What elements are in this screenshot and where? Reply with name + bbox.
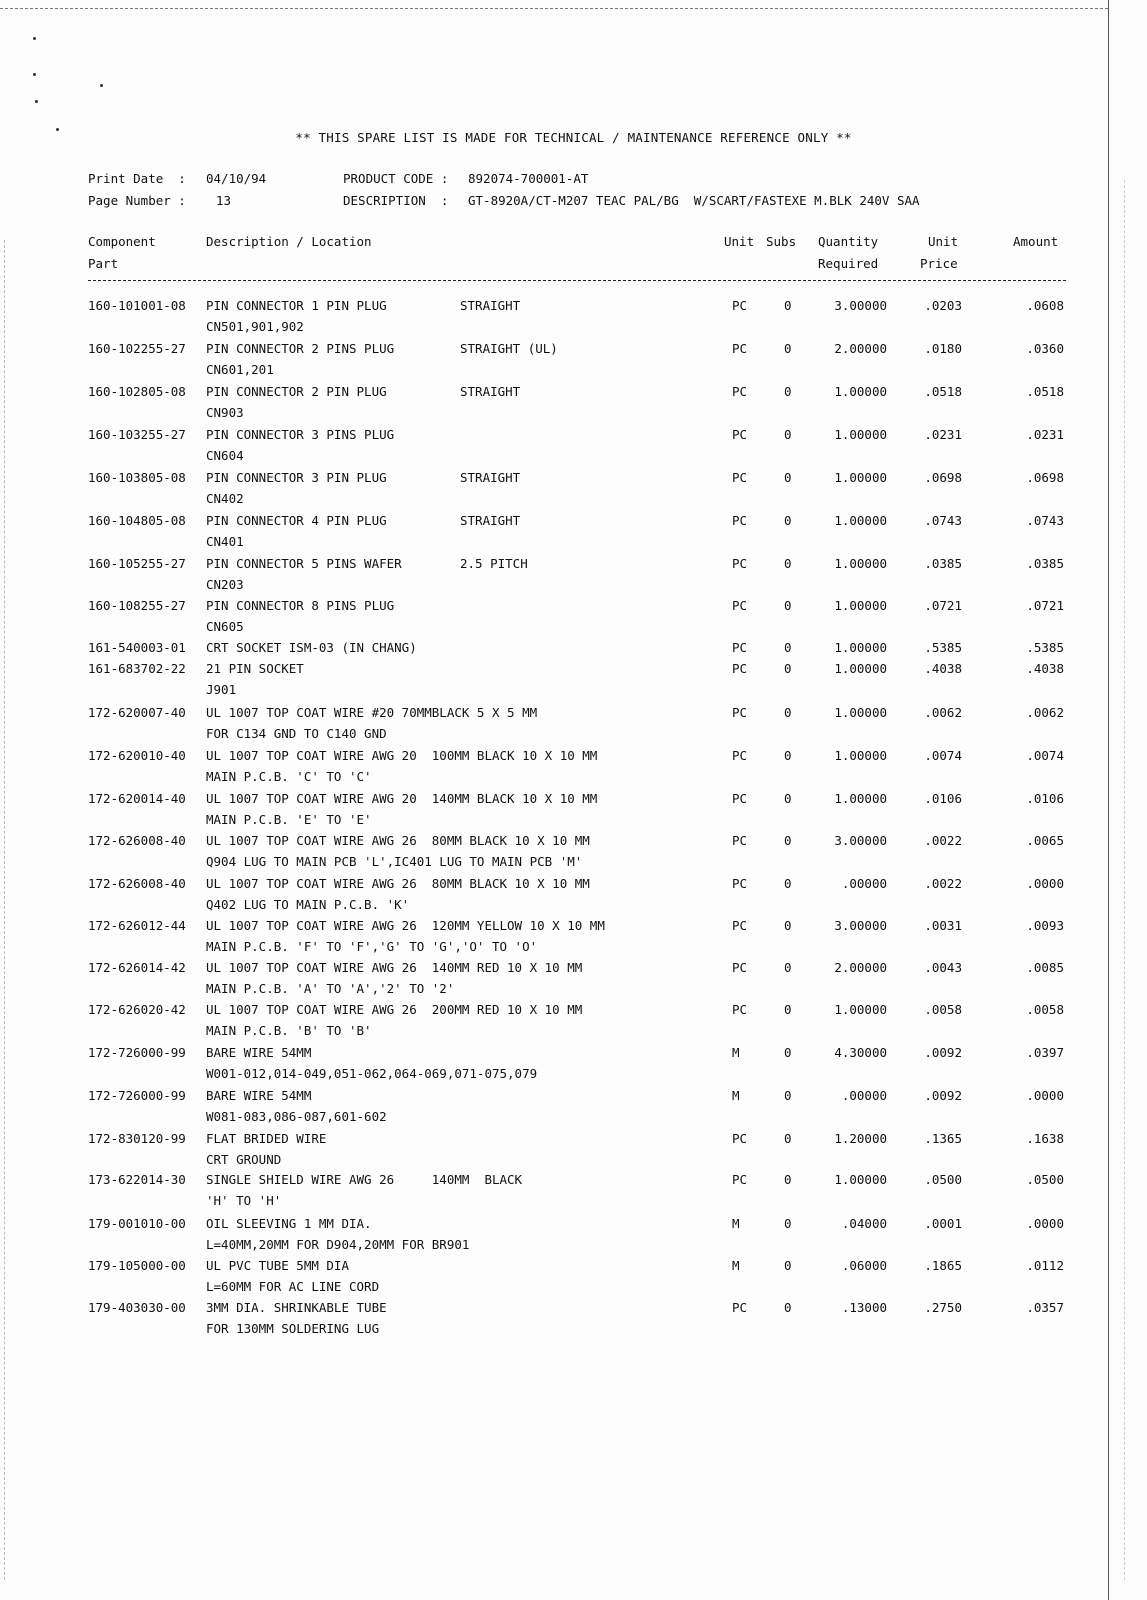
part-number: 160-105255-27 [88,556,186,571]
part-quantity: .13000 [841,1300,887,1315]
part-number: 160-103805-08 [88,470,186,485]
part-amount: .0231 [1026,427,1064,442]
part-note: 2.5 PITCH [460,556,528,571]
part-description: BARE WIRE 54MM [206,1045,312,1060]
part-unit: PC [732,1131,748,1146]
part-quantity: 1.00000 [834,556,887,571]
part-number: 172-626020-42 [88,1002,186,1017]
part-amount: .0062 [1026,705,1064,720]
part-unit-price: .0698 [924,470,962,485]
part-location: CN501,901,902 [206,319,304,334]
part-note: STRAIGHT [460,298,521,313]
part-number: 172-626008-40 [88,876,186,891]
disclaimer-banner: ** THIS SPARE LIST IS MADE FOR TECHNICAL / MAINTENANCE REFERENCE ONLY ** [295,130,852,145]
part-description: OIL SLEEVING 1 MM DIA. [206,1216,372,1231]
scan-edge-top [0,8,1108,9]
page-number-label: Page Number : [88,193,186,208]
part-unit: M [732,1045,740,1060]
table-row [0,748,1147,790]
part-location: MAIN P.C.B. 'E' TO 'E' [206,812,372,827]
part-unit: PC [732,298,748,313]
table-row [0,833,1147,875]
part-unit-price: .0721 [924,598,962,613]
part-location: MAIN P.C.B. 'B' TO 'B' [206,1023,372,1038]
part-number: 160-104805-08 [88,513,186,528]
part-unit-price: .0500 [924,1172,962,1187]
part-description: BARE WIRE 54MM [206,1088,312,1103]
table-row [0,341,1147,383]
part-unit-price: .0001 [924,1216,962,1231]
part-subs: 0 [784,1088,792,1103]
part-unit-price: .0058 [924,1002,962,1017]
part-number: 172-726000-99 [88,1045,186,1060]
part-location: MAIN P.C.B. 'C' TO 'C' [206,769,372,784]
part-location: CN903 [206,405,244,420]
part-unit-price: .0031 [924,918,962,933]
table-row [0,1045,1147,1087]
part-description: UL 1007 TOP COAT WIRE #20 70MMBLACK 5 X 5 MM [206,705,538,720]
scan-speck [33,73,36,76]
part-number: 179-403030-00 [88,1300,186,1315]
col-component: Component [88,234,156,249]
part-description: UL PVC TUBE 5MM DIA [206,1258,349,1273]
part-description: PIN CONNECTOR 5 PINS WAFER [206,556,402,571]
part-description: FLAT BRIDED WIRE [206,1131,327,1146]
part-location: CN401 [206,534,244,549]
table-row [0,1258,1147,1300]
part-amount: .0385 [1026,556,1064,571]
part-unit: PC [732,705,748,720]
table-row [0,427,1147,469]
part-description: CRT SOCKET ISM-03 (IN CHANG) [206,640,417,655]
col-part: Part [88,256,119,271]
table-row [0,1300,1147,1342]
col-unit-price-2: Price [920,256,958,271]
part-description: UL 1007 TOP COAT WIRE AWG 26 120MM YELLOW 10 X 10 MM [206,918,605,933]
part-number: 160-102805-08 [88,384,186,399]
part-description: UL 1007 TOP COAT WIRE AWG 26 80MM BLACK 10 X 10 MM [206,833,590,848]
part-quantity: 1.00000 [834,1172,887,1187]
part-unit-price: .0092 [924,1045,962,1060]
part-subs: 0 [784,1002,792,1017]
part-subs: 0 [784,705,792,720]
part-unit: M [732,1258,740,1273]
part-quantity: 1.00000 [834,1002,887,1017]
part-quantity: 1.00000 [834,598,887,613]
part-quantity: .00000 [841,876,887,891]
part-quantity: 3.00000 [834,918,887,933]
part-number: 160-103255-27 [88,427,186,442]
part-location: FOR 130MM SOLDERING LUG [206,1321,380,1336]
part-location: CN605 [206,619,244,634]
part-quantity: 1.00000 [834,748,887,763]
part-quantity: .00000 [841,1088,887,1103]
part-unit-price: .0743 [924,513,962,528]
part-amount: .0698 [1026,470,1064,485]
part-location: 'H' TO 'H' [206,1193,282,1208]
part-quantity: 1.00000 [834,513,887,528]
part-number: 172-726000-99 [88,1088,186,1103]
part-location: Q402 LUG TO MAIN P.C.B. 'K' [206,897,410,912]
part-number: 179-001010-00 [88,1216,186,1231]
part-description: PIN CONNECTOR 2 PINS PLUG [206,341,395,356]
part-amount: .0093 [1026,918,1064,933]
part-unit: PC [732,918,748,933]
table-row [0,470,1147,512]
part-location: J901 [206,682,237,697]
part-subs: 0 [784,513,792,528]
scan-speck [100,84,103,87]
col-required: Required [818,256,879,271]
part-unit-price: .1365 [924,1131,962,1146]
part-number: 172-620007-40 [88,705,186,720]
part-location: L=60MM FOR AC LINE CORD [206,1279,380,1294]
part-number: 160-101001-08 [88,298,186,313]
part-description: 21 PIN SOCKET [206,661,304,676]
part-amount: .0000 [1026,876,1064,891]
part-location: L=40MM,20MM FOR D904,20MM FOR BR901 [206,1237,470,1252]
table-row [0,513,1147,555]
part-description: UL 1007 TOP COAT WIRE AWG 26 140MM RED 10 X 10 MM [206,960,583,975]
part-subs: 0 [784,384,792,399]
part-number: 161-540003-01 [88,640,186,655]
part-description: 3MM DIA. SHRINKABLE TUBE [206,1300,387,1315]
scan-speck [33,37,36,40]
table-row [0,661,1147,703]
part-subs: 0 [784,876,792,891]
part-unit: PC [732,470,748,485]
part-amount: .0085 [1026,960,1064,975]
part-note: STRAIGHT [460,513,521,528]
part-description: SINGLE SHIELD WIRE AWG 26 140MM BLACK [206,1172,523,1187]
part-amount: .0000 [1026,1216,1064,1231]
part-unit: PC [732,791,748,806]
product-code-label: PRODUCT CODE : [343,171,449,186]
part-quantity: 4.30000 [834,1045,887,1060]
part-quantity: 1.00000 [834,470,887,485]
part-unit-price: .4038 [924,661,962,676]
part-location: W001-012,014-049,051-062,064-069,071-075,079 [206,1066,538,1081]
part-quantity: 1.00000 [834,705,887,720]
part-location: CN402 [206,491,244,506]
part-unit: PC [732,960,748,975]
part-quantity: .06000 [841,1258,887,1273]
page-number: 13 [216,193,232,208]
part-quantity: 3.00000 [834,833,887,848]
description-label: DESCRIPTION : [343,193,449,208]
part-unit-price: .0043 [924,960,962,975]
table-row [0,1216,1147,1258]
part-description: PIN CONNECTOR 1 PIN PLUG [206,298,387,313]
part-unit: PC [732,833,748,848]
part-number: 160-102255-27 [88,341,186,356]
part-subs: 0 [784,833,792,848]
part-amount: .0065 [1026,833,1064,848]
part-amount: .0721 [1026,598,1064,613]
part-amount: .0112 [1026,1258,1064,1273]
part-location: CN203 [206,577,244,592]
table-row [0,598,1147,640]
part-note: STRAIGHT [460,470,521,485]
table-row [0,918,1147,960]
table-row [0,960,1147,1002]
part-location: Q904 LUG TO MAIN PCB 'L',IC401 LUG TO MAIN PCB 'M' [206,854,583,869]
part-number: 179-105000-00 [88,1258,186,1273]
part-location: W081-083,086-087,601-602 [206,1109,387,1124]
part-unit-price: .0022 [924,833,962,848]
part-location: MAIN P.C.B. 'A' TO 'A','2' TO '2' [206,981,455,996]
part-amount: .0074 [1026,748,1064,763]
part-quantity: 2.00000 [834,960,887,975]
part-description: UL 1007 TOP COAT WIRE AWG 20 140MM BLACK 10 X 10 MM [206,791,598,806]
part-unit: M [732,1216,740,1231]
col-quantity: Quantity [818,234,879,249]
part-unit-price: .1865 [924,1258,962,1273]
part-unit-price: .0385 [924,556,962,571]
part-subs: 0 [784,341,792,356]
part-unit: PC [732,876,748,891]
part-description: PIN CONNECTOR 2 PIN PLUG [206,384,387,399]
part-description: PIN CONNECTOR 3 PINS PLUG [206,427,395,442]
part-description: PIN CONNECTOR 8 PINS PLUG [206,598,395,613]
print-date-label: Print Date : [88,171,186,186]
part-subs: 0 [784,1216,792,1231]
part-subs: 0 [784,640,792,655]
part-unit: PC [732,640,748,655]
part-subs: 0 [784,470,792,485]
part-amount: .0357 [1026,1300,1064,1315]
part-unit: PC [732,1002,748,1017]
part-amount: .0058 [1026,1002,1064,1017]
part-quantity: 1.00000 [834,427,887,442]
table-row [0,876,1147,918]
part-subs: 0 [784,556,792,571]
part-quantity: 1.00000 [834,791,887,806]
part-number: 172-626008-40 [88,833,186,848]
part-amount: .0360 [1026,341,1064,356]
part-quantity: 1.00000 [834,384,887,399]
part-amount: .5385 [1026,640,1064,655]
part-subs: 0 [784,1300,792,1315]
print-date: 04/10/94 [206,171,267,186]
part-unit: PC [732,384,748,399]
part-quantity: 1.00000 [834,640,887,655]
part-quantity: 3.00000 [834,298,887,313]
part-description: UL 1007 TOP COAT WIRE AWG 26 80MM BLACK 10 X 10 MM [206,876,590,891]
part-amount: .0106 [1026,791,1064,806]
col-unit-price-1: Unit [928,234,959,249]
part-amount: .0518 [1026,384,1064,399]
part-unit-price: .0074 [924,748,962,763]
part-quantity: .04000 [841,1216,887,1231]
part-unit: PC [732,556,748,571]
table-row [0,791,1147,833]
part-number: 172-626012-44 [88,918,186,933]
part-subs: 0 [784,1045,792,1060]
part-subs: 0 [784,661,792,676]
part-description: UL 1007 TOP COAT WIRE AWG 20 100MM BLACK 10 X 10 MM [206,748,598,763]
part-subs: 0 [784,960,792,975]
part-unit-price: .0203 [924,298,962,313]
table-row [0,1172,1147,1214]
part-unit-price: .0092 [924,1088,962,1103]
part-number: 160-108255-27 [88,598,186,613]
col-description: Description / Location [206,234,372,249]
part-unit: M [732,1088,740,1103]
part-amount: .0397 [1026,1045,1064,1060]
part-amount: .0000 [1026,1088,1064,1103]
part-unit: PC [732,513,748,528]
col-unit: Unit [724,234,755,249]
table-row [0,556,1147,598]
product-code: 892074-700001-AT [468,171,589,186]
col-subs: Subs [766,234,797,249]
table-row [0,1002,1147,1044]
part-unit-price: .2750 [924,1300,962,1315]
part-number: 172-620014-40 [88,791,186,806]
table-row [0,1131,1147,1173]
part-unit: PC [732,598,748,613]
part-number: 173-622014-30 [88,1172,186,1187]
part-location: CN604 [206,448,244,463]
part-subs: 0 [784,598,792,613]
part-amount: .0500 [1026,1172,1064,1187]
part-unit-price: .0062 [924,705,962,720]
part-location: MAIN P.C.B. 'F' TO 'F','G' TO 'G','O' TO 'O' [206,939,538,954]
part-subs: 0 [784,298,792,313]
part-unit: PC [732,748,748,763]
part-number: 161-683702-22 [88,661,186,676]
part-location: FOR C134 GND TO C140 GND [206,726,387,741]
part-note: STRAIGHT [460,384,521,399]
part-unit: PC [732,427,748,442]
part-unit: PC [732,1300,748,1315]
scan-speck [35,100,38,103]
part-subs: 0 [784,748,792,763]
part-description: PIN CONNECTOR 4 PIN PLUG [206,513,387,528]
col-amount: Amount [1013,234,1059,249]
table-row [0,298,1147,340]
part-unit-price: .0022 [924,876,962,891]
table-row [0,705,1147,747]
part-subs: 0 [784,791,792,806]
part-unit-price: .0231 [924,427,962,442]
part-number: 172-830120-99 [88,1131,186,1146]
part-subs: 0 [784,1172,792,1187]
part-quantity: 2.00000 [834,341,887,356]
part-location: CN601,201 [206,362,274,377]
table-row [0,384,1147,426]
part-subs: 0 [784,918,792,933]
part-quantity: 1.00000 [834,661,887,676]
part-subs: 0 [784,427,792,442]
part-unit-price: .0106 [924,791,962,806]
part-unit-price: .0518 [924,384,962,399]
part-unit-price: .5385 [924,640,962,655]
part-unit-price: .0180 [924,341,962,356]
part-unit: PC [732,661,748,676]
part-note: STRAIGHT (UL) [460,341,558,356]
part-subs: 0 [784,1258,792,1273]
part-number: 172-626014-42 [88,960,186,975]
table-row [0,1088,1147,1130]
part-amount: .0743 [1026,513,1064,528]
part-location: CRT GROUND [206,1152,282,1167]
part-subs: 0 [784,1131,792,1146]
part-number: 172-620010-40 [88,748,186,763]
part-description: UL 1007 TOP COAT WIRE AWG 26 200MM RED 10 X 10 MM [206,1002,583,1017]
part-amount: .1638 [1026,1131,1064,1146]
header-rule [88,280,1066,281]
part-unit: PC [732,1172,748,1187]
part-amount: .4038 [1026,661,1064,676]
part-amount: .0608 [1026,298,1064,313]
part-unit: PC [732,341,748,356]
part-description: PIN CONNECTOR 3 PIN PLUG [206,470,387,485]
part-quantity: 1.20000 [834,1131,887,1146]
product-description: GT-8920A/CT-M207 TEAC PAL/BG W/SCART/FASTEXE M.BLK 240V SAA [468,193,920,208]
